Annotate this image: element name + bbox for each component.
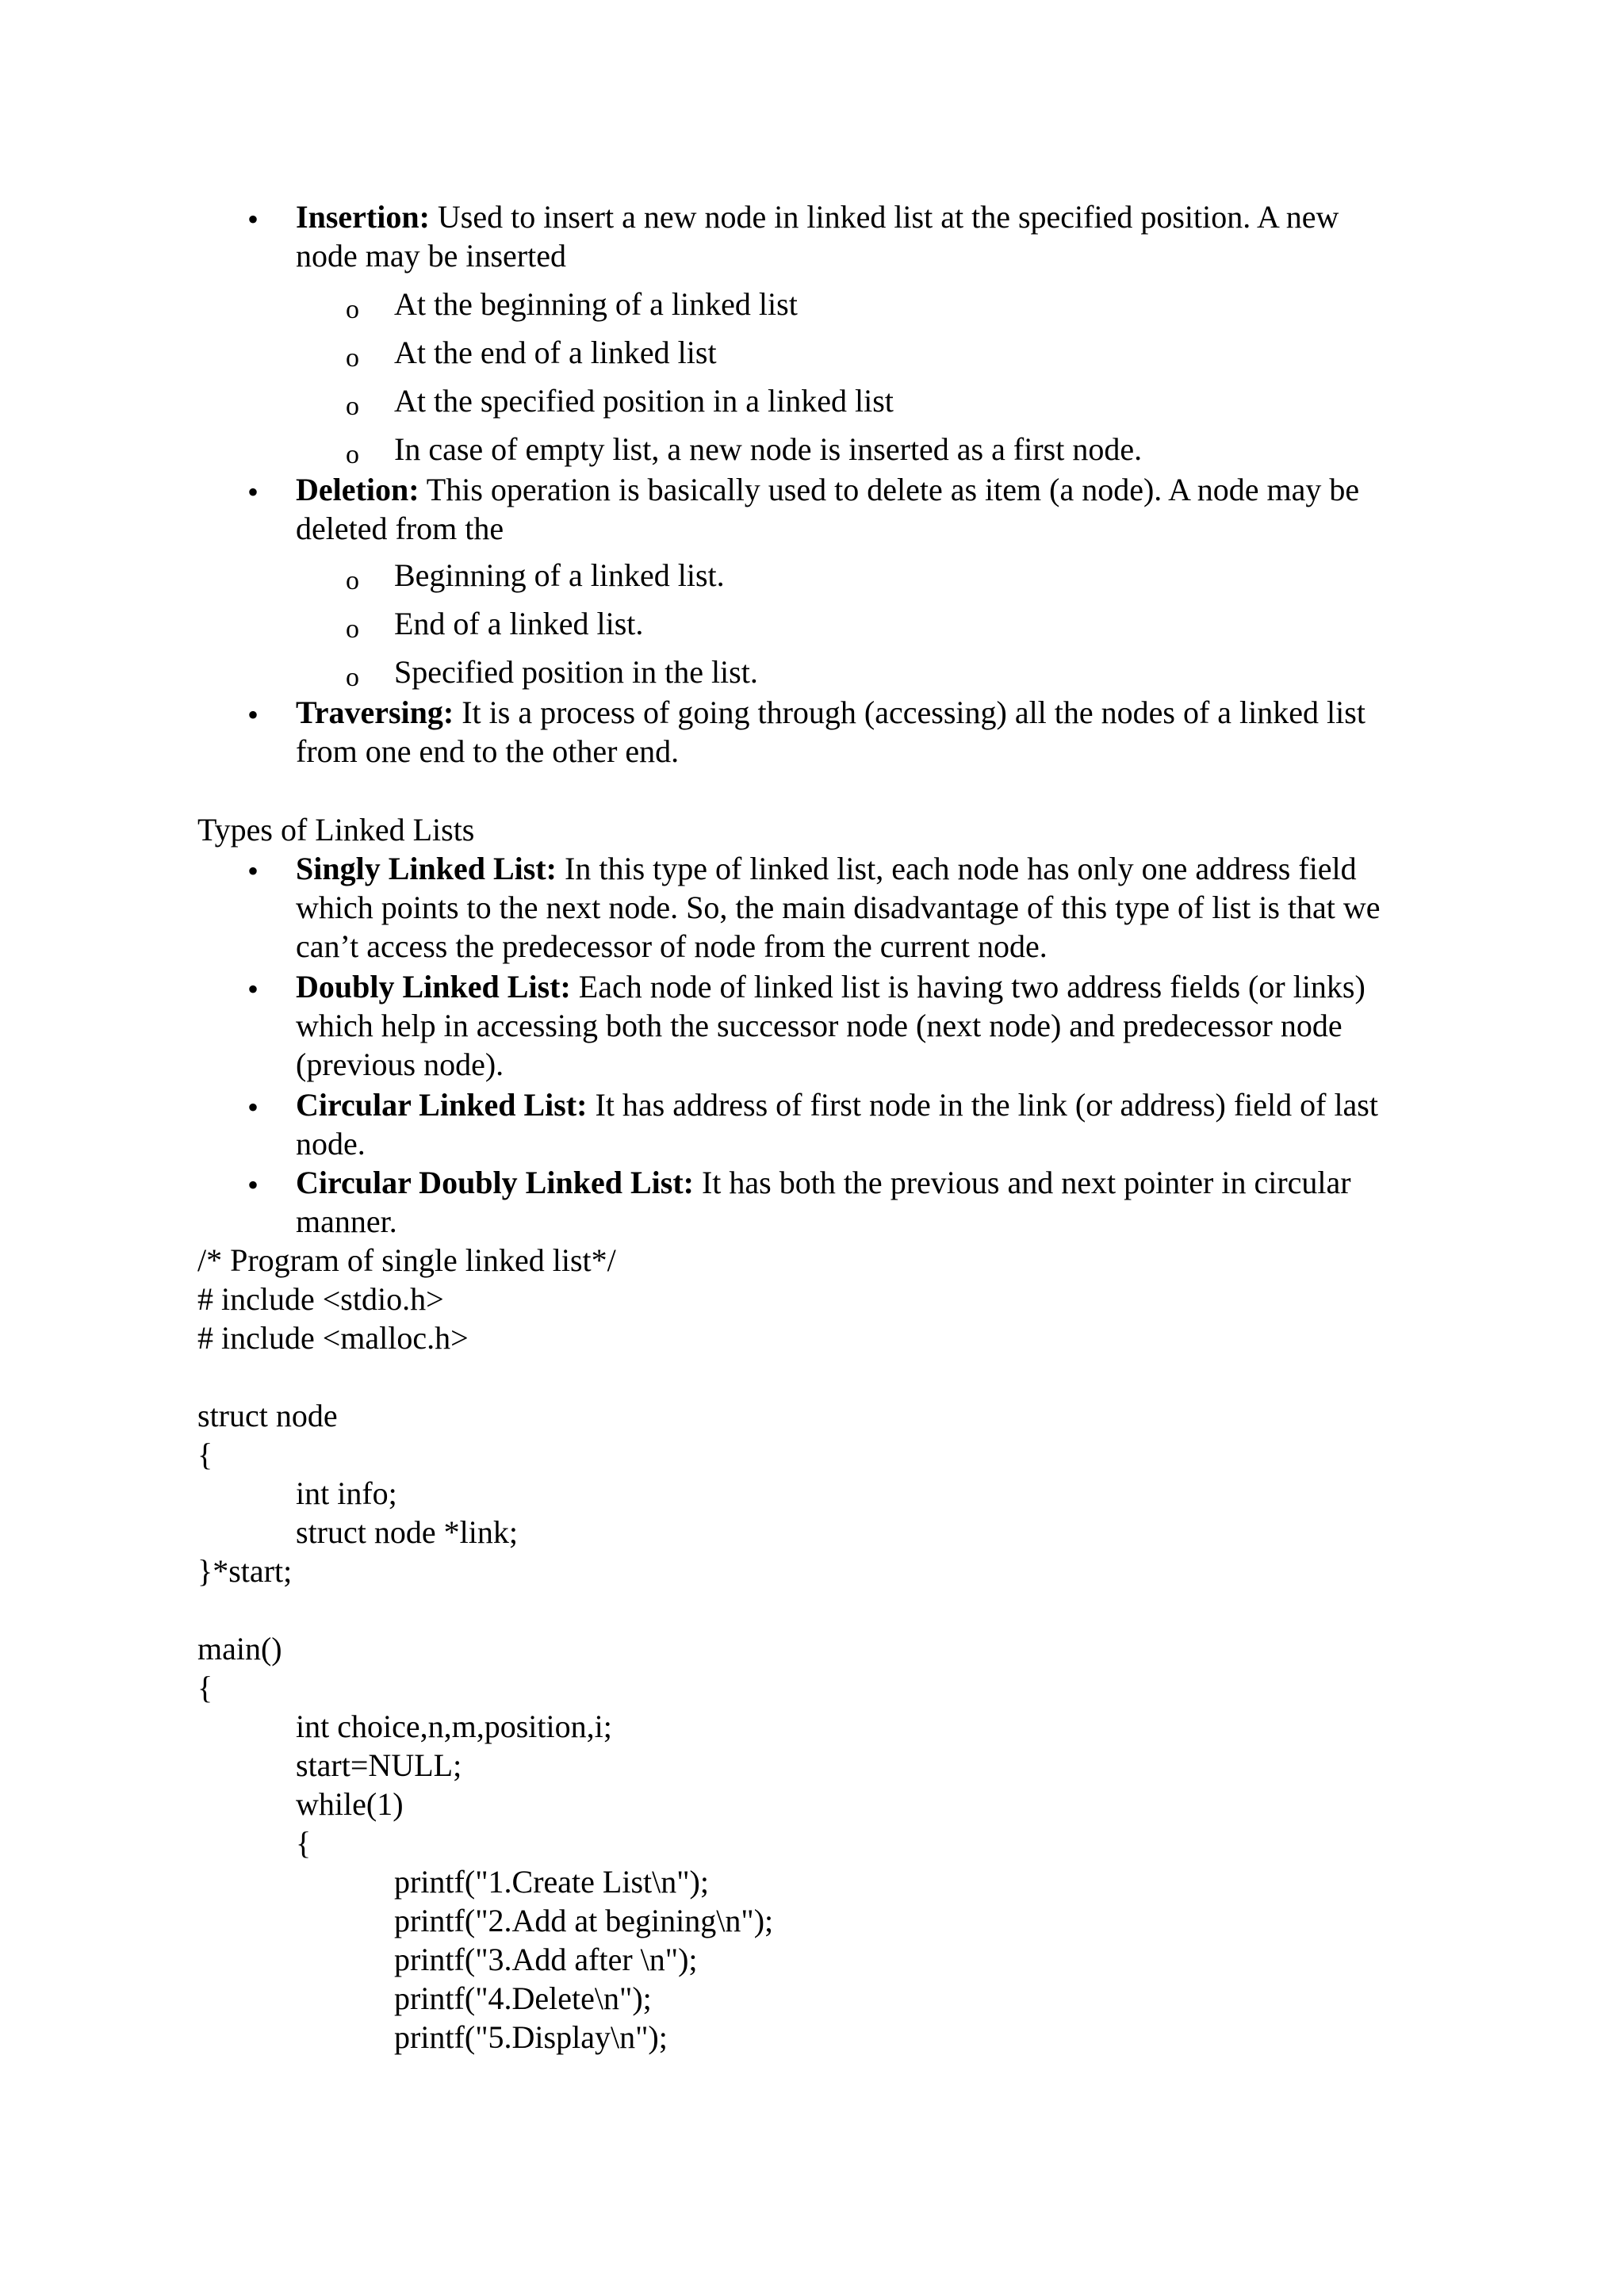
- singly-line-3: can’t access the predecessor of node from the current node.: [296, 928, 1048, 964]
- bullet-icon: •: [247, 971, 259, 1007]
- singly-line-2: which points to the next node. So, the main disadvantage of this type of list is that we: [296, 890, 1381, 925]
- code-line: printf("3.Add after \n");: [394, 1942, 698, 1977]
- code-line: start=NULL;: [296, 1747, 462, 1783]
- code-line: {: [197, 1670, 213, 1705]
- insertion-subitem: At the end of a linked list: [394, 335, 717, 370]
- sub-bullet-icon: o: [346, 392, 359, 421]
- insertion-text: Used to insert a new node in linked list at the specified position. A new: [429, 199, 1339, 235]
- bullet-icon: •: [247, 697, 259, 733]
- bullet-icon: •: [247, 853, 259, 889]
- deletion-subitem: Beginning of a linked list.: [394, 557, 725, 593]
- code-line: # include <stdio.h>: [197, 1281, 444, 1317]
- code-line: {: [296, 1825, 312, 1861]
- circular-doubly-text: It has both the previous and next pointer in circular: [693, 1165, 1351, 1200]
- traversing-line-2: from one end to the other end.: [296, 733, 680, 769]
- doubly-term: Doubly Linked List:: [296, 969, 571, 1004]
- circular-doubly-line-1: [296, 1163, 1351, 1202]
- deletion-term: Deletion:: [296, 472, 419, 507]
- traversing-line-1: [296, 693, 1365, 732]
- deletion-line-1: [296, 470, 1359, 509]
- types-heading: Types of Linked Lists: [197, 812, 475, 848]
- code-line: # include <malloc.h>: [197, 1320, 469, 1356]
- singly-line-1: [296, 849, 1357, 888]
- bullet-icon: •: [247, 1167, 259, 1203]
- singly-term: Singly Linked List:: [296, 851, 557, 886]
- deletion-subitem: Specified position in the list.: [394, 654, 758, 690]
- code-line: printf("5.Display\n");: [394, 2019, 668, 2055]
- code-line: printf("2.Add at begining\n");: [394, 1903, 774, 1938]
- code-line: }*start;: [197, 1553, 293, 1589]
- insertion-line-2: node may be inserted: [296, 238, 566, 274]
- code-line: struct node *link;: [296, 1514, 518, 1550]
- insertion-subitem: At the beginning of a linked list: [394, 286, 798, 322]
- bullet-icon: •: [247, 1089, 259, 1125]
- traversing-term: Traversing:: [296, 695, 454, 730]
- sub-bullet-icon: o: [346, 295, 359, 324]
- circular-line-1: [296, 1085, 1378, 1124]
- insertion-term: Insertion:: [296, 199, 430, 235]
- sub-bullet-icon: o: [346, 614, 359, 644]
- circular-term: Circular Linked List:: [296, 1087, 588, 1123]
- bullet-icon: •: [247, 474, 259, 510]
- insertion-line-1: [296, 197, 1339, 236]
- doubly-text: Each node of linked list is having two address fields (or links): [570, 969, 1365, 1004]
- sub-bullet-icon: o: [346, 440, 359, 469]
- deletion-text: This operation is basically used to delete as item (a node). A node may be: [419, 472, 1360, 507]
- sub-bullet-icon: o: [346, 566, 359, 595]
- circular-doubly-term: Circular Doubly Linked List:: [296, 1165, 694, 1200]
- code-line: while(1): [296, 1786, 404, 1822]
- insertion-subitem: At the specified position in a linked list: [394, 383, 894, 419]
- singly-text: In this type of linked list, each node has only one address field: [557, 851, 1357, 886]
- circular-doubly-line-2: manner.: [296, 1203, 397, 1239]
- doubly-line-2: which help in accessing both the successor node (next node) and predecessor node: [296, 1008, 1342, 1043]
- doubly-line-3: (previous node).: [296, 1047, 504, 1082]
- code-line: printf("4.Delete\n");: [394, 1980, 652, 2016]
- deletion-subitem: End of a linked list.: [394, 606, 644, 641]
- code-line: int choice,n,m,position,i;: [296, 1709, 612, 1744]
- code-line: int info;: [296, 1475, 397, 1511]
- code-line: main(): [197, 1631, 282, 1667]
- code-line: /* Program of single linked list*/: [197, 1242, 616, 1278]
- deletion-line-2: deleted from the: [296, 511, 504, 546]
- traversing-text: It is a process of going through (accessing) all the nodes of a linked list: [454, 695, 1365, 730]
- insertion-subitem: In case of empty list, a new node is inserted as a first node.: [394, 431, 1143, 467]
- sub-bullet-icon: o: [346, 663, 359, 692]
- code-line: {: [197, 1437, 213, 1472]
- code-line: struct node: [197, 1398, 338, 1433]
- sub-bullet-icon: o: [346, 343, 359, 373]
- doubly-line-1: [296, 967, 1365, 1006]
- code-line: printf("1.Create List\n");: [394, 1864, 709, 1900]
- bullet-icon: •: [247, 201, 259, 237]
- circular-text: It has address of first node in the link (or address) field of last: [587, 1087, 1378, 1123]
- circular-line-2: node.: [296, 1126, 366, 1161]
